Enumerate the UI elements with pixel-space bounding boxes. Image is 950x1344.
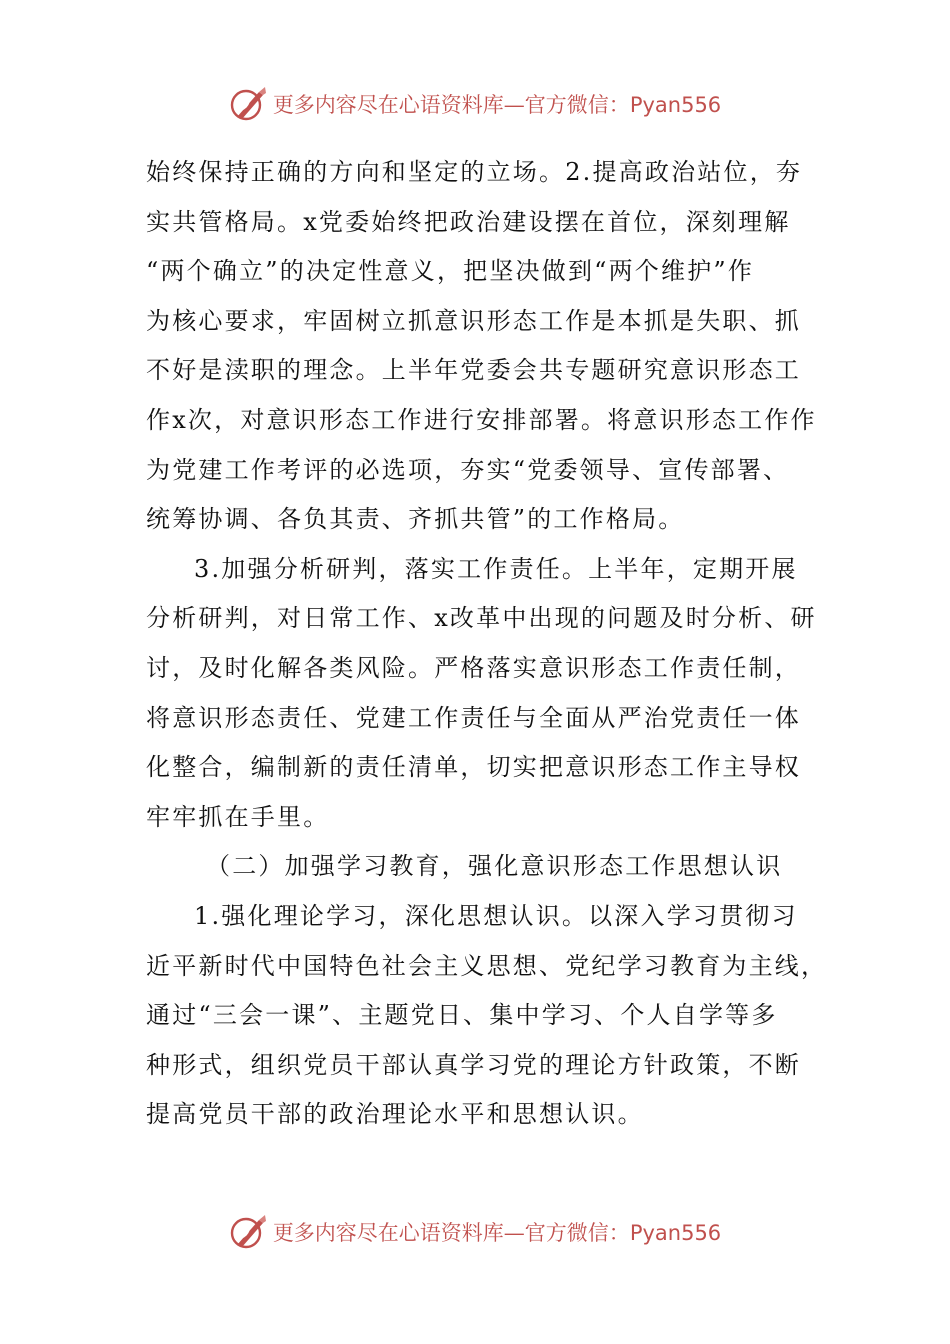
body-line: 统筹协调、各负其责、齐抓共管”的工作格局。: [146, 505, 685, 534]
document-body: [146, 148, 828, 1140]
body-line: 实共管格局。x党委始终把政治建设摆在首位，深刻理解: [146, 207, 791, 236]
body-line: 讨，及时化解各类风险。严格落实意识形态工作责任制，: [146, 653, 801, 682]
body-line: 牢牢抓在手里。: [146, 802, 330, 831]
footer-banner-text: 更多内容尽在心语资料库—官方微信：Pyan556: [272, 1221, 722, 1245]
body-line: 将意识形态责任、党建工作责任与全面从严治党责任一体: [146, 703, 801, 732]
header-wechat-id: Pyan556: [629, 93, 722, 117]
footer-banner: [0, 1210, 950, 1254]
body-line: 不好是渎职的理念。上半年党委会共专题研究意识形态工: [146, 356, 801, 385]
header-banner-text: 更多内容尽在心语资料库—官方微信：Pyan556: [272, 93, 722, 117]
body-line: 分析研判，对日常工作、x改革中出现的问题及时分析、研: [146, 604, 817, 633]
body-line: 化整合，编制新的责任清单，切实把意识形态工作主导权: [146, 753, 801, 782]
body-line: 种形式，组织党员干部认真学习党的理论方针政策，不断: [146, 1050, 801, 1079]
section-heading: （二）加强学习教育，强化意识形态工作思想认识: [206, 852, 783, 881]
body-line: 始终保持正确的方向和坚定的立场。2.提高政治站位，夯: [146, 158, 803, 186]
body-line: 为党建工作考评的必选项，夯实“党委领导、宣传部署、: [146, 455, 790, 484]
body-line: 为核心要求，牢固树立抓意识形态工作是本抓是失职、抓: [146, 306, 801, 335]
body-line: 1.强化理论学习，深化思想认识。以深入学习贯彻习: [194, 901, 798, 930]
header-banner: [0, 82, 950, 126]
quill-pen-logo-icon: [229, 84, 269, 124]
body-line: 提高党员干部的政治理论水平和思想认识。: [146, 1100, 644, 1129]
body-line: “两个确立”的决定性意义，把坚决做到“两个维护”作: [146, 257, 755, 286]
quill-pen-logo-icon: [229, 1212, 269, 1252]
body-line: 3.加强分析研判，落实工作责任。上半年，定期开展: [194, 554, 798, 583]
body-line: 近平新时代中国特色社会主义思想、党纪学习教育为主线，: [146, 951, 828, 980]
body-line: 作x次，对意识形态工作进行安排部署。将意识形态工作作: [146, 405, 817, 434]
footer-wechat-id: Pyan556: [629, 1221, 722, 1245]
body-line: 通过“三会一课”、主题党日、集中学习、个人自学等多: [146, 1001, 778, 1030]
